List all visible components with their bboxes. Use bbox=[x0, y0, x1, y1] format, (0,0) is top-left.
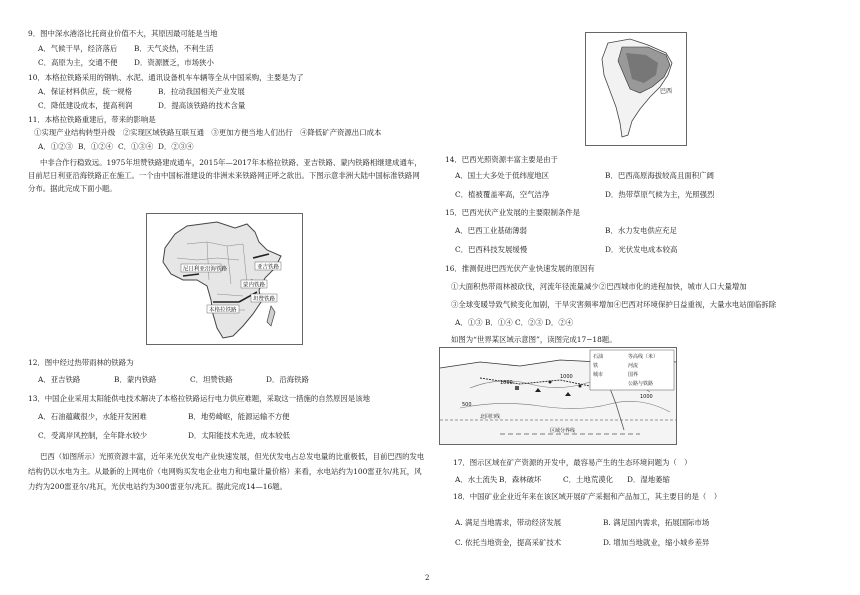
legend-iron: 铁 bbox=[593, 363, 599, 369]
q14-options-2 bbox=[455, 190, 714, 199]
label-mengnei-railway: 蒙内铁路 bbox=[243, 282, 266, 289]
contour-label-3: 1000 bbox=[640, 394, 653, 400]
q18-option-b: B. 满足国内需求，拓展国际市场 bbox=[603, 518, 710, 527]
q18-option-d: D. 增加当地就业，缩小城乡差异 bbox=[603, 538, 710, 547]
q13-stem: 13．中国企业采用太阳能供电技术解决了本格拉铁路运行电力供应难题，采取这一措施的自然原因是该地 bbox=[28, 394, 370, 403]
contour-label-4: 500 bbox=[462, 402, 472, 408]
q11-option-d: D．②③④ bbox=[158, 142, 194, 151]
q13-options bbox=[38, 412, 290, 421]
label-tanzam-railway: 坦赞铁路 bbox=[253, 296, 276, 303]
q15-options-2 bbox=[455, 245, 677, 254]
q9-options-2 bbox=[38, 58, 214, 67]
q11-stem: 11．本格拉铁路重建后，带来的影响是 bbox=[28, 115, 156, 124]
q16-option-d: D．②④ bbox=[545, 318, 574, 327]
q14-option-d: D．热带草原气候为主，光照强烈 bbox=[605, 190, 715, 199]
region-boundary-label: 区域分界线 bbox=[550, 428, 576, 434]
q17-option-c: C．土地荒漠化 bbox=[563, 475, 613, 484]
brazil-label: 巴西 bbox=[660, 88, 673, 95]
africa-map-svg bbox=[147, 214, 302, 344]
q10-option-c: C．降低建设成本，提高利润 bbox=[38, 101, 133, 110]
legend-border: 国界 bbox=[628, 372, 639, 378]
q16-option-b: B．①④ bbox=[485, 318, 513, 327]
city-marker bbox=[579, 385, 582, 388]
passage-brazil-solar: 巴西（如图所示）光照资源丰富，近年来光伏发电产业快速发展，但光伏发电占总发电量的比重极低，目前巴西的发电结构仍以水电为主。从最新的上网电价（电网购买发电企业电力和电量计量价格）来看，水电站约为100雷亚尔/兆瓦，风力约为200雷亚尔/兆瓦，光伏电站约为300雷亚尔/兆瓦。据此完成14—16题。 bbox=[28, 452, 425, 491]
q15-option-c: C．巴西科技发展缓慢 bbox=[455, 245, 528, 254]
q15-option-d: D．光伏发电成本较高 bbox=[605, 245, 678, 254]
q16-item-1: ①大面积热带雨林被砍伐，河流年径流量减少②巴西城市化的进程加快，城市人口大量增加 bbox=[451, 282, 747, 291]
q9-option-a: A．气候干旱，经济落后 bbox=[38, 44, 118, 53]
passage-region-map: 如图为“世界某区域示意图”，读图完成17−18题。 bbox=[451, 335, 617, 344]
q12-option-d: D．沿海铁路 bbox=[266, 375, 309, 384]
q12-option-c: C．坦赞铁路 bbox=[190, 375, 233, 384]
q12-option-a: A．亚吉铁路 bbox=[38, 375, 81, 384]
city-marker bbox=[549, 381, 552, 384]
q13-option-b: B．地势崎岖，能源运输不方便 bbox=[188, 412, 290, 421]
page-number: 2 bbox=[425, 574, 430, 582]
q14-option-c: C．植被覆盖率高，空气洁净 bbox=[455, 190, 550, 199]
brazil-map bbox=[585, 32, 687, 146]
brazil-map-svg bbox=[586, 33, 686, 145]
q10-options bbox=[38, 87, 245, 96]
q16-option-a: A．①③ bbox=[455, 318, 483, 327]
q11-items: ①实现产业结构转型升级 ②实现区域铁路互联互通 ③更加方便当地人们出行 ④降低矿产资源出口成本 bbox=[34, 128, 382, 137]
q18-option-c: C. 依托当地资金，提高采矿技术 bbox=[455, 538, 562, 547]
q13-option-a: A．石油蕴藏很少，水能开发困难 bbox=[38, 412, 147, 421]
legend-oil: 石油 bbox=[593, 354, 604, 360]
q11-options bbox=[38, 142, 194, 151]
q18-option-a: A. 满足当地需求，带动经济发展 bbox=[455, 518, 562, 527]
q14-option-a: A．国土大多处于低纬度地区 bbox=[455, 171, 550, 180]
q12-stem: 12．图中经过热带雨林的铁路为 bbox=[28, 358, 134, 367]
q17-option-b: B．森林破坏 bbox=[499, 475, 542, 484]
q13-options-2 bbox=[38, 431, 290, 440]
oil-marker bbox=[515, 386, 519, 390]
q18-options-2 bbox=[455, 538, 709, 547]
q16-options bbox=[455, 318, 573, 327]
q13-option-d: D．太阳能技术先进，成本较低 bbox=[188, 431, 291, 440]
africa-railway-map bbox=[146, 213, 303, 345]
q14-stem: 14．巴西光照资源丰富主要是由于 bbox=[445, 155, 558, 164]
q9-option-b: B．天气炎热，不利生活 bbox=[134, 44, 214, 53]
world-region-map bbox=[439, 347, 677, 445]
q15-options bbox=[455, 226, 677, 235]
q10-option-d: D．提高该铁路的技术含量 bbox=[158, 101, 246, 110]
q10-option-a: A．保证材料供应，统一规格 bbox=[38, 87, 133, 96]
q11-option-a: A．①②③ bbox=[38, 142, 73, 151]
q13-option-c: C．受离岸风控制，全年降水较少 bbox=[38, 431, 148, 440]
q18-options bbox=[455, 518, 709, 527]
q9-options bbox=[38, 44, 244, 53]
q11-option-c: C．①③④ bbox=[118, 142, 154, 151]
q14-options bbox=[455, 171, 714, 180]
q10-options-2 bbox=[38, 101, 245, 110]
q9-option-c: C．高原为主，交通不便 bbox=[38, 58, 118, 67]
q10-option-b: B．拉动我国相关产业发展 bbox=[158, 87, 245, 96]
legend-city: 城市 bbox=[593, 372, 604, 378]
legend-river: 河流 bbox=[628, 363, 639, 369]
q12-option-b: B．蒙内铁路 bbox=[114, 375, 157, 384]
label-nigeria-railway: 尼日利亚沿海铁路 bbox=[183, 266, 228, 273]
q11-option-b: B．①②④ bbox=[78, 142, 113, 151]
region-map-svg bbox=[440, 348, 676, 444]
q17-stem: 17．图示区域在矿产资源的开发中，最容易产生的生态环境问题为（ ） bbox=[453, 458, 692, 467]
q9-option-d: D．资源匮乏，市场狭小 bbox=[134, 58, 214, 67]
q16-option-c: C．②③ bbox=[515, 318, 543, 327]
q17-option-d: D．湿地萎缩 bbox=[627, 475, 670, 484]
q9-stem: 9．图中深水港洛比托商业价值不大，其原因最可能是当地 bbox=[28, 29, 218, 38]
q16-item-2: ③全球变暖导致气候变化加剧，干旱灾害频率增加④巴西对环境保护日益重视，大量水电站面临拆除 bbox=[451, 300, 777, 309]
passage-africa-railways: 中非合作行稳致远。1975年坦赞铁路建成通车，2015年—2017年本格拉铁路、亚吉铁路、蒙内铁路相继建成通车，目前尼日利亚沿海铁路正在施工。一个由中国标准建设的非洲未来铁路网正呼之欲出。下图示意非洲大陆中国标准铁路网分布。据此完成下面小题。 bbox=[28, 158, 422, 193]
q17-option-a: A．水土流失 bbox=[455, 475, 498, 484]
tropic-label: 北回归线 bbox=[480, 414, 501, 420]
label-yaji-railway: 亚吉铁路 bbox=[257, 264, 280, 271]
q12-options bbox=[38, 375, 309, 384]
legend-road-rail: 公路与铁路 bbox=[628, 381, 654, 387]
q14-option-b: B．巴西高原海拔较高且面积广阔 bbox=[605, 171, 714, 180]
q15-option-b: B．水力发电供应充足 bbox=[605, 226, 677, 235]
q10-stem: 10．本格拉铁路采用的钢轨、水泥、通讯设备机车车辆等全从中国采购，主要是为了 bbox=[28, 73, 304, 82]
q16-stem: 16．推测促进巴西光伏产业快速发展的原因有 bbox=[445, 264, 595, 273]
q17-options bbox=[455, 475, 670, 484]
contour-label-1: 1000 bbox=[500, 380, 513, 386]
contour-label-2: 1000 bbox=[560, 374, 573, 380]
q18-stem: 18．中国矿业企业近年来在该区域开展矿产采掘和产品加工，其主要目的是（ ） bbox=[453, 492, 722, 501]
q15-stem: 15．巴西光伏产业发展的主要限制条件是 bbox=[445, 208, 581, 217]
q15-option-a: A．巴西工业基础薄弱 bbox=[455, 226, 527, 235]
label-benguela-railway: 本格拉铁路 bbox=[209, 307, 237, 314]
legend-contour: 等高线（米） bbox=[628, 354, 659, 360]
